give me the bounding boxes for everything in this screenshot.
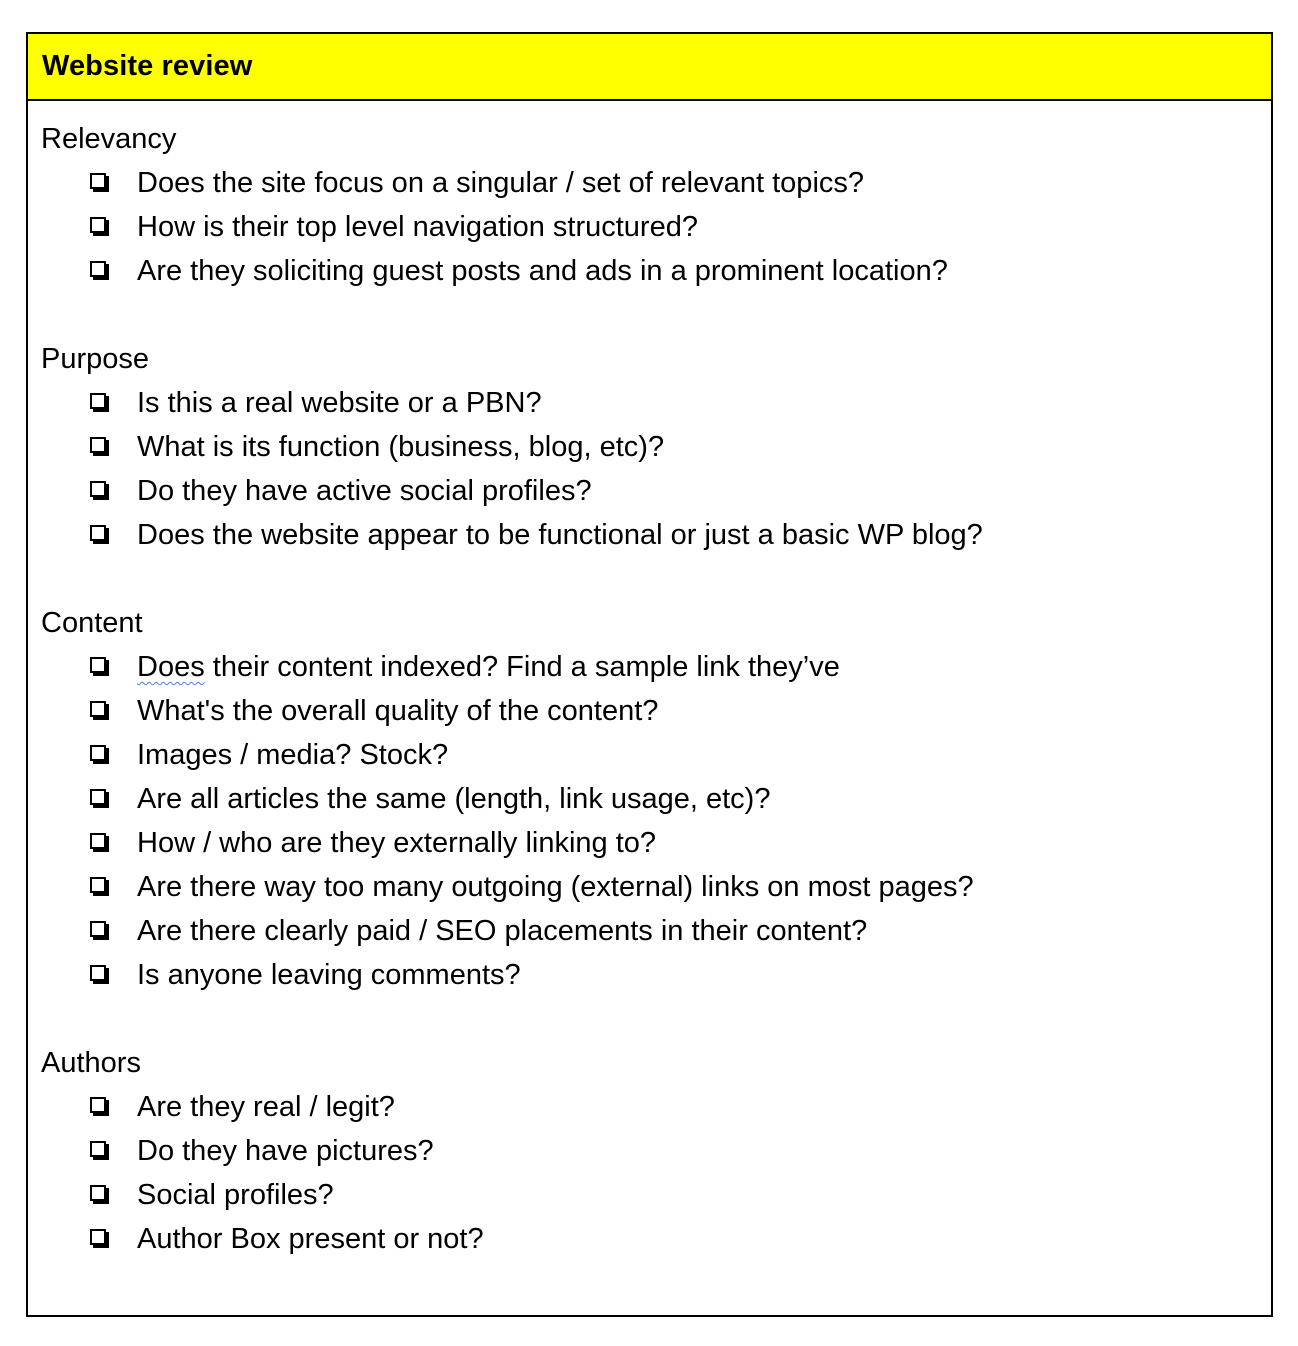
website-review-card: [26, 32, 1273, 1317]
checklist: [41, 381, 1271, 557]
checklist-item-label: Are there clearly paid / SEO placements in their content?: [137, 915, 868, 947]
section-relevancy: [41, 117, 1271, 293]
checkbox-icon[interactable]: [90, 965, 106, 981]
checklist-item-label: Are there way too many outgoing (external) links on most pages?: [137, 871, 974, 903]
checklist-item: [41, 1129, 1271, 1173]
checklist-item: [41, 205, 1271, 249]
section-content: [41, 601, 1271, 997]
checklist-item: [41, 645, 1271, 689]
checklist-item: [41, 909, 1271, 953]
checklist-item: [41, 689, 1271, 733]
checklist-item: [41, 381, 1271, 425]
checklist-item: [41, 469, 1271, 513]
checkbox-icon[interactable]: [90, 701, 106, 717]
section-title: Purpose: [41, 343, 150, 375]
checkbox-icon[interactable]: [90, 877, 106, 893]
checkbox-icon[interactable]: [90, 217, 106, 233]
checklist-item: [41, 821, 1271, 865]
checklist-item-label: Social profiles?: [137, 1179, 334, 1211]
section-title: Authors: [41, 1047, 141, 1079]
checklist-item-label: Is this a real website or a PBN?: [137, 387, 542, 419]
checklist-item-label: Does the website appear to be functional or just a basic WP blog?: [137, 519, 983, 551]
checkbox-icon[interactable]: [90, 789, 106, 805]
checklist: [41, 645, 1271, 997]
checklist-item-label: Does the site focus on a singular / set of relevant topics?: [137, 167, 865, 199]
section-title: Relevancy: [41, 123, 177, 155]
checkbox-icon[interactable]: [90, 1185, 106, 1201]
checkbox-icon[interactable]: [90, 1097, 106, 1113]
checklist-item-label: How is their top level navigation structured?: [137, 211, 698, 243]
section-authors: [41, 1041, 1271, 1261]
checkbox-icon[interactable]: [90, 1141, 106, 1157]
checkbox-icon[interactable]: [90, 1229, 106, 1245]
checkbox-icon[interactable]: [90, 173, 106, 189]
checkbox-icon[interactable]: [90, 833, 106, 849]
checklist-item-label: What is its function (business, blog, etc)?: [137, 431, 665, 463]
checklist-item-label: Does their content indexed? Find a sample link they’ve: [137, 651, 840, 683]
checklist-item-label: Are they soliciting guest posts and ads in a prominent location?: [137, 255, 948, 287]
checklist-item: [41, 249, 1271, 293]
checklist-item-label: How / who are they externally linking to?: [137, 827, 657, 859]
checklist-item: [41, 733, 1271, 777]
checklist-item: [41, 425, 1271, 469]
checklist: [41, 1085, 1271, 1261]
checkbox-icon[interactable]: [90, 481, 106, 497]
checkbox-icon[interactable]: [90, 393, 106, 409]
checkbox-icon[interactable]: [90, 657, 106, 673]
section-title: Content: [41, 607, 143, 639]
checklist-item-label: Are all articles the same (length, link usage, etc)?: [137, 783, 771, 815]
checklist-item-label: Do they have pictures?: [137, 1135, 434, 1167]
checklist-item-label: What's the overall quality of the content?: [137, 695, 659, 727]
checklist-item: [41, 1085, 1271, 1129]
checklist-item-label: Are they real / legit?: [137, 1091, 395, 1123]
checklist-item: [41, 1173, 1271, 1217]
checklist-item-label: Author Box present or not?: [137, 1223, 484, 1255]
checklist-body: [28, 101, 1271, 1261]
checkbox-icon[interactable]: [90, 921, 106, 937]
checklist-item: [41, 1217, 1271, 1261]
checklist-item: [41, 161, 1271, 205]
checkbox-icon[interactable]: [90, 261, 106, 277]
spellcheck-flagged-word[interactable]: Does: [137, 651, 205, 683]
card-header: [28, 34, 1271, 101]
checkbox-icon[interactable]: [90, 437, 106, 453]
checklist-item-label: Is anyone leaving comments?: [137, 959, 521, 991]
checklist-item: [41, 865, 1271, 909]
checklist-item: [41, 953, 1271, 997]
checklist-item-label: Images / media? Stock?: [137, 739, 449, 771]
checklist-item: [41, 513, 1271, 557]
section-purpose: [41, 337, 1271, 557]
card-title: Website review: [42, 50, 253, 82]
checkbox-icon[interactable]: [90, 745, 106, 761]
checklist-item-label: Do they have active social profiles?: [137, 475, 592, 507]
checkbox-icon[interactable]: [90, 525, 106, 541]
checklist-item: [41, 777, 1271, 821]
checklist: [41, 161, 1271, 293]
